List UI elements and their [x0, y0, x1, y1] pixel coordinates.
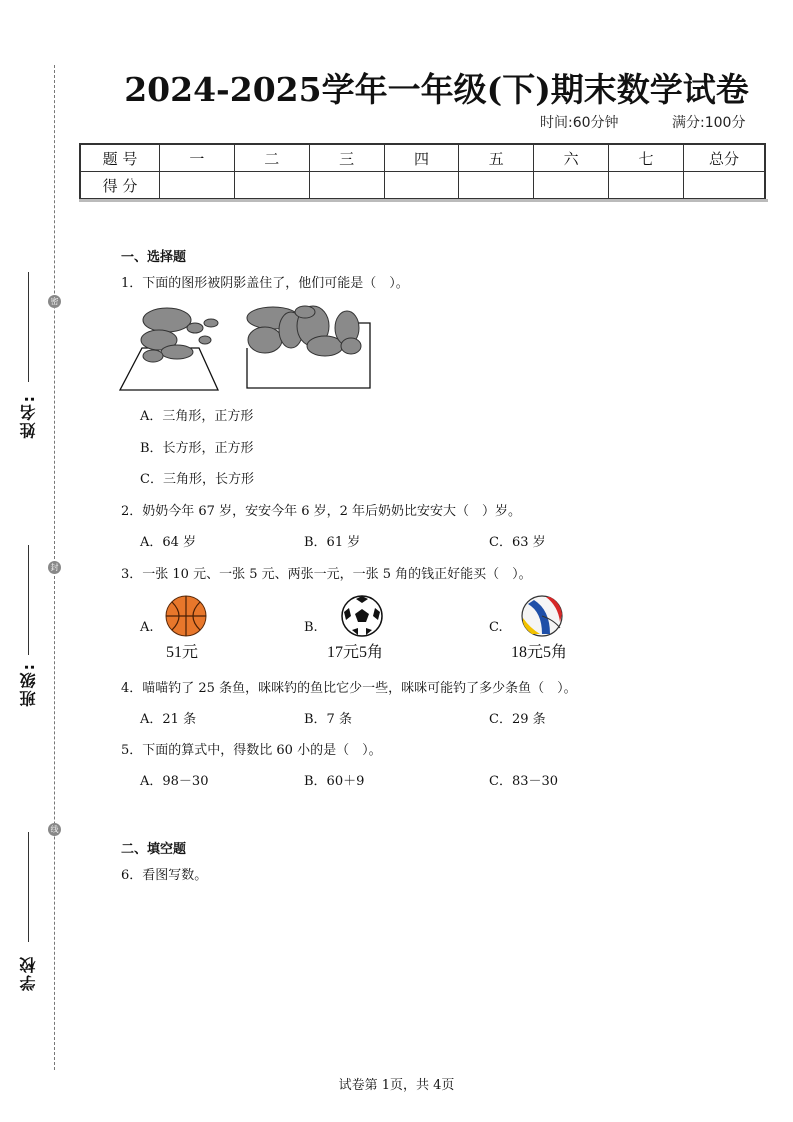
- score-cell[interactable]: [160, 172, 235, 200]
- seal-mark-xian: 线: [48, 823, 61, 836]
- time-info: [540, 112, 619, 132]
- col-header-total: 总分: [684, 144, 766, 172]
- col-header: 三: [309, 144, 384, 172]
- soccer-ball-icon: [340, 594, 386, 638]
- score-cell-total[interactable]: [684, 172, 766, 200]
- score-cell[interactable]: [384, 172, 459, 200]
- school-write-line: [28, 832, 29, 942]
- q4-option-c[interactable]: C．29 条: [489, 712, 546, 727]
- soccer-ball-price: 17元5角: [327, 644, 384, 661]
- q1-option-c[interactable]: C．三角形，长方形: [140, 472, 254, 487]
- q2-option-b[interactable]: B．61 岁: [304, 535, 361, 550]
- seal-mark-feng: 封: [48, 561, 61, 574]
- q5-option-c[interactable]: C．83－30: [489, 774, 559, 789]
- q1-option-b[interactable]: B．长方形，正方形: [140, 441, 254, 456]
- question-5: 5．下面的算式中，得数比 60 小的是（ ）。: [121, 743, 382, 758]
- rectangle-figure: [247, 306, 370, 388]
- table-shadow: [79, 199, 768, 202]
- section-heading-choice: 一、选择题: [121, 250, 187, 265]
- score-cell[interactable]: [234, 172, 309, 200]
- class-label: 班级:: [19, 662, 38, 707]
- question-3: 3．一张 10 元、一张 5 元、两张一元，一张 5 角的钱正好能买（ ）。: [121, 567, 532, 582]
- volleyball-icon: [520, 594, 566, 638]
- score-cell[interactable]: [309, 172, 384, 200]
- question-6: 6．看图写数。: [121, 868, 208, 883]
- q3-option-c[interactable]: C.: [489, 620, 503, 635]
- basketball-icon: [164, 594, 210, 638]
- q1-option-a[interactable]: A．三角形，正方形: [140, 409, 254, 424]
- covered-shapes-figure: [115, 298, 377, 394]
- page-title: 2024-2025学年一年级(下)期末数学试卷: [124, 70, 749, 109]
- row-head-score: 得 分: [80, 172, 160, 200]
- q4-option-a[interactable]: A．21 条: [140, 712, 197, 727]
- time-value: 60分钟: [572, 115, 619, 131]
- name-write-line: [28, 272, 29, 382]
- full-score-value: 100分: [704, 115, 746, 131]
- row-head-question-number: 题 号: [80, 144, 160, 172]
- basketball-price: 51元: [166, 644, 199, 661]
- col-header: 四: [384, 144, 459, 172]
- time-label: 时间:: [540, 115, 573, 131]
- page-footer: 试卷第 1页，共 4页: [338, 1078, 455, 1093]
- section-heading-fill: 二、填空题: [121, 842, 187, 857]
- score-cell[interactable]: [609, 172, 684, 200]
- full-score-info: [672, 112, 745, 132]
- col-header: 一: [160, 144, 235, 172]
- volleyball-price: 18元5角: [511, 644, 568, 661]
- class-write-line: [28, 545, 29, 655]
- question-2: 2．奶奶今年 67 岁，安安今年 6 岁，2 年后奶奶比安安大（ ）岁。: [121, 504, 522, 519]
- col-header: 五: [459, 144, 534, 172]
- q4-option-b[interactable]: B．7 条: [304, 712, 352, 727]
- score-table-row-scores: [80, 172, 765, 200]
- q2-option-c[interactable]: C．63 岁: [489, 535, 546, 550]
- col-header: 二: [234, 144, 309, 172]
- full-score-label: 满分:: [672, 115, 705, 131]
- question-4: 4．喵喵钓了 25 条鱼，咪咪钓的鱼比它少一些，咪咪可能钓了多少条鱼（ ）。: [121, 681, 577, 696]
- school-label: 学校: [19, 955, 38, 991]
- score-cell[interactable]: [459, 172, 534, 200]
- score-table: [79, 143, 766, 200]
- col-header: 六: [534, 144, 609, 172]
- seal-mark-mi: 密: [48, 295, 61, 308]
- col-header: 七: [609, 144, 684, 172]
- name-label: 姓名:: [19, 394, 38, 439]
- q3-option-b[interactable]: B.: [304, 620, 318, 635]
- q3-option-a[interactable]: A.: [140, 620, 154, 635]
- question-1: 1．下面的图形被阴影盖住了，他们可能是（ ）。: [121, 276, 409, 291]
- score-cell[interactable]: [534, 172, 609, 200]
- triangle-figure: [120, 308, 218, 390]
- q5-option-a[interactable]: A．98－30: [140, 774, 209, 789]
- q2-option-a[interactable]: A．64 岁: [140, 535, 197, 550]
- score-table-row-numbers: [80, 144, 765, 172]
- q5-option-b[interactable]: B．60＋9: [304, 774, 365, 789]
